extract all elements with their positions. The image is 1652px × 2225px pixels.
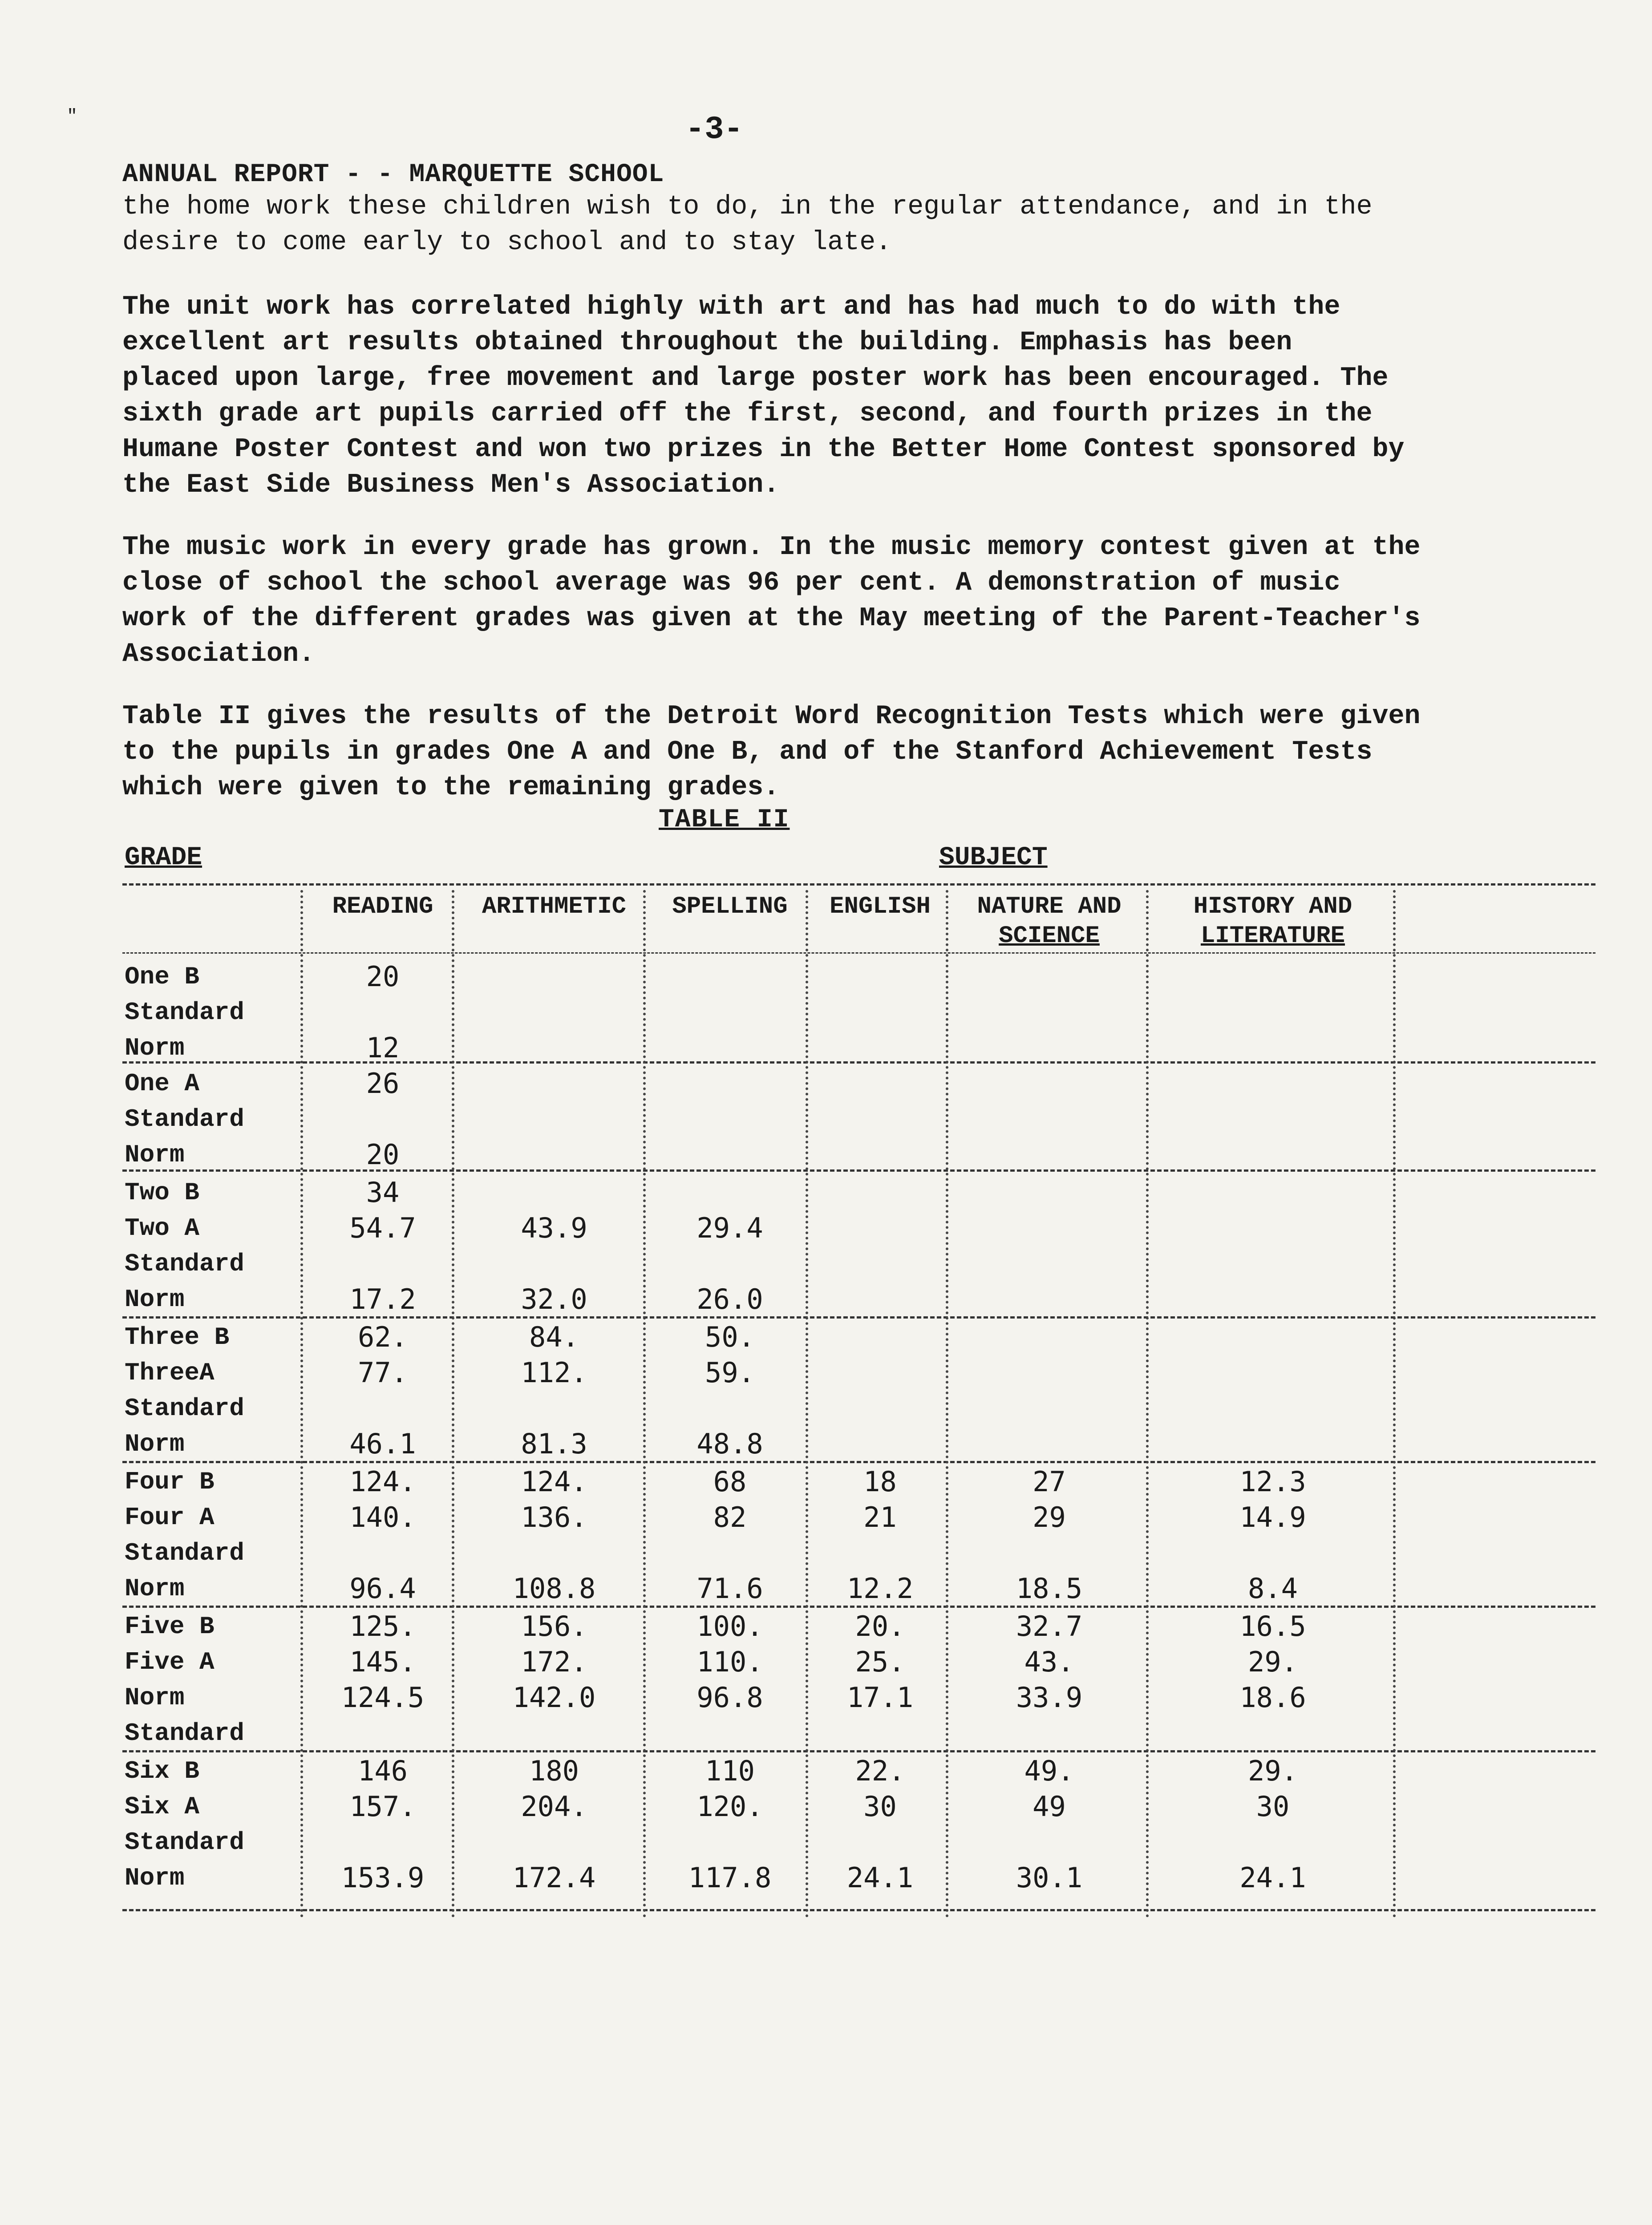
table-cell: 110	[705, 1755, 755, 1787]
table-cell: 124.	[521, 1465, 587, 1498]
column-header-label: READING	[332, 893, 433, 920]
table-cell: 125.	[349, 1610, 416, 1642]
column-header-sublabel: SCIENCE	[999, 922, 1100, 950]
table-cell: 96.8	[696, 1681, 763, 1714]
table-cell: 20.	[855, 1610, 905, 1642]
column-header	[950, 892, 1148, 951]
table-cell: 124.5	[341, 1681, 425, 1714]
table-cell: 180	[529, 1755, 579, 1787]
table-cell: 50.	[705, 1321, 755, 1353]
table-rule	[122, 1909, 1595, 1911]
column-header	[810, 892, 950, 922]
row-label: Three B	[125, 1323, 230, 1351]
row-label: Four A	[125, 1503, 215, 1532]
row-label: Two B	[125, 1178, 200, 1207]
table-cell: 30.1	[1016, 1861, 1083, 1894]
table-cell: 68	[713, 1465, 747, 1498]
table-cell: 96.4	[349, 1572, 416, 1605]
column-header-label: ENGLISH	[830, 893, 931, 920]
table-cell: 8.4	[1248, 1572, 1298, 1605]
table-cell: 12.2	[846, 1572, 914, 1605]
table-cell: 142.0	[512, 1681, 596, 1714]
table-cell: 27	[1032, 1465, 1066, 1498]
table-cell: 30	[1256, 1790, 1290, 1823]
table-cell: 24.1	[846, 1861, 914, 1894]
table-cell: 54.7	[349, 1212, 416, 1244]
table-cell: 136.	[521, 1501, 587, 1533]
row-label: Standard	[125, 1719, 244, 1748]
page-mark: "	[67, 107, 78, 127]
table-cell: 48.8	[696, 1428, 763, 1460]
table-cell: 124.	[349, 1465, 416, 1498]
table-cell: 29	[1032, 1501, 1066, 1533]
row-label: Norm	[125, 1141, 185, 1169]
table-cell: 24.1	[1239, 1861, 1306, 1894]
row-label: Norm	[125, 1574, 185, 1603]
table-cell: 32.0	[521, 1283, 587, 1315]
table-rule	[122, 883, 1595, 886]
column-header-label: NATURE AND	[977, 893, 1122, 920]
table-cell: 14.9	[1239, 1501, 1306, 1533]
table-cell: 43.9	[521, 1212, 587, 1244]
table-cell: 153.9	[341, 1861, 425, 1894]
table-cell: 21	[863, 1501, 897, 1533]
table-rule	[122, 1750, 1595, 1752]
table-rule	[122, 952, 1595, 954]
paragraph-music: The music work in every grade has grown. In the music memory contest given at the close of school the school average was 96 per cent. A demonstration of music work of the different grades was given at the May meeting of the Parent-Teacher's Association.	[122, 532, 1421, 669]
table-cell: 30	[863, 1790, 897, 1823]
table-cell: 117.8	[688, 1861, 772, 1894]
table-cell: 34	[366, 1176, 400, 1209]
table-cell: 22.	[855, 1755, 905, 1787]
page-number: -3-	[685, 111, 743, 148]
row-label: Norm	[125, 1430, 185, 1458]
paragraph-homework: the home work these children wish to do, in the regular attendance, and in the desire to come early to school and to stay late.	[122, 192, 1373, 258]
row-label: Norm	[125, 1683, 185, 1712]
table-cell: 26	[366, 1067, 400, 1100]
column-header	[650, 892, 810, 922]
table-cell: 59.	[705, 1356, 755, 1389]
table-cell: 71.6	[696, 1572, 763, 1605]
table-cell: 120.	[696, 1790, 763, 1823]
table-cell: 25.	[855, 1646, 905, 1678]
table-cell: 12	[366, 1032, 400, 1064]
table-cell: 18.5	[1016, 1572, 1083, 1605]
table-cell: 49.	[1024, 1755, 1074, 1787]
table-cell: 204.	[521, 1790, 587, 1823]
row-label: Two A	[125, 1214, 200, 1242]
table-cell: 17.2	[349, 1283, 416, 1315]
column-header-label: SPELLING	[672, 893, 788, 920]
table-cell: 62.	[358, 1321, 408, 1353]
table-cell: 20	[366, 1138, 400, 1171]
row-label: Standard	[125, 998, 244, 1027]
row-label: Standard	[125, 1828, 244, 1857]
table-cell: 112.	[521, 1356, 587, 1389]
row-label: Five B	[125, 1612, 215, 1641]
table-cell: 100.	[696, 1610, 763, 1642]
row-label: Four B	[125, 1468, 215, 1496]
table-cell: 108.8	[512, 1572, 596, 1605]
table-cell: 172.4	[512, 1861, 596, 1894]
row-label: Norm	[125, 1034, 185, 1062]
column-separator	[300, 890, 303, 1918]
table-cell: 82	[713, 1501, 747, 1533]
table-cell: 81.3	[521, 1428, 587, 1460]
subject-label: SUBJECT	[939, 843, 1048, 872]
column-header	[307, 892, 458, 922]
report-header: ANNUAL REPORT - - MARQUETTE SCHOOL	[122, 160, 664, 189]
table-cell: 26.0	[696, 1283, 763, 1315]
table-cell: 145.	[349, 1646, 416, 1678]
table-cell: 49	[1032, 1790, 1066, 1823]
table-cell: 29.	[1248, 1755, 1298, 1787]
row-label: Five A	[125, 1648, 215, 1676]
table-cell: 20	[366, 960, 400, 993]
table-cell: 32.7	[1016, 1610, 1083, 1642]
row-label: Standard	[125, 1250, 244, 1278]
row-label: One B	[125, 963, 200, 991]
table-cell: 84.	[529, 1321, 579, 1353]
row-label: ThreeA	[125, 1359, 215, 1387]
table-cell: 29.4	[696, 1212, 763, 1244]
table-cell: 29.	[1248, 1646, 1298, 1678]
row-label: Norm	[125, 1285, 185, 1314]
column-header	[1148, 892, 1397, 951]
table-cell: 110.	[696, 1646, 763, 1678]
table-title: TABLE II	[659, 805, 790, 834]
table-cell: 17.1	[846, 1681, 914, 1714]
row-label: Standard	[125, 1105, 244, 1133]
row-label: Standard	[125, 1394, 244, 1423]
column-header-label: ARITHMETIC	[482, 893, 627, 920]
column-header-sublabel: LITERATURE	[1200, 922, 1345, 950]
paragraph-art: The unit work has correlated highly with art and has had much to do with the excellent art results obtained throughout the building. Emphasis has been placed upon large, free movement and large poster work has been encouraged. The sixth grade art pupils carried off the first, second, and fourth prizes in the Humane Poster Contest and won two prizes in the Better Home Contest sponsored by the East Side Business Men's Association.	[122, 292, 1405, 500]
row-label: Six A	[125, 1792, 200, 1821]
table-cell: 77.	[358, 1356, 408, 1389]
column-header	[458, 892, 650, 922]
row-label: Six B	[125, 1757, 200, 1785]
table-cell: 46.1	[349, 1428, 416, 1460]
table-cell: 18.6	[1239, 1681, 1306, 1714]
table-cell: 43.	[1024, 1646, 1074, 1678]
table-cell: 12.3	[1239, 1465, 1306, 1498]
table-cell: 157.	[349, 1790, 416, 1823]
table-cell: 33.9	[1016, 1681, 1083, 1714]
table-cell: 140.	[349, 1501, 416, 1533]
grade-label: GRADE	[125, 843, 202, 872]
table-cell: 18	[863, 1465, 897, 1498]
table-cell: 146	[358, 1755, 408, 1787]
row-label: Standard	[125, 1539, 244, 1567]
table-cell: 172.	[521, 1646, 587, 1678]
table-cell: 156.	[521, 1610, 587, 1642]
table-cell: 16.5	[1239, 1610, 1306, 1642]
row-label: One A	[125, 1069, 200, 1098]
column-header-label: HISTORY AND	[1193, 893, 1352, 920]
paragraph-tests: Table II gives the results of the Detroit Word Recognition Tests which were given to the pupils in grades One A and One B, and of the Stanford Achievement Tests which were given to the remaining grades.	[122, 701, 1421, 803]
row-label: Norm	[125, 1864, 185, 1892]
